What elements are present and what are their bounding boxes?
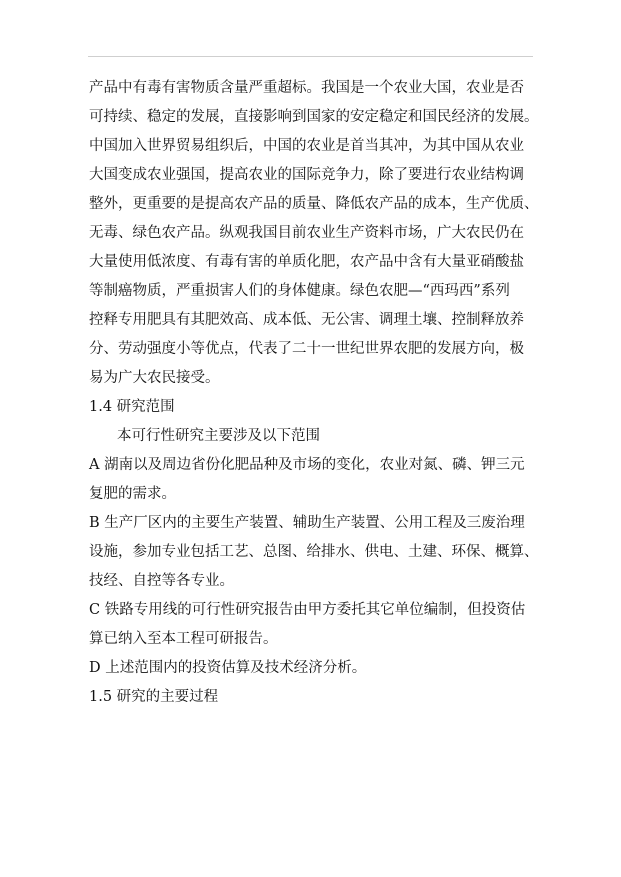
text-line: 产品中有毒有害物质含量严重超标。我国是一个农业大国，农业是否 xyxy=(89,80,524,96)
text-line: 整外，更重要的是提高农产品的质量、降低农产品的成本，生产优质、 xyxy=(89,196,539,212)
text-line: B 生产厂区内的主要生产装置、辅助生产装置、公用工程及三废治理 xyxy=(89,515,525,531)
text-line: 大国变成农业强国，提高农业的国际竞争力，除了要进行农业结构调 xyxy=(89,167,524,183)
scope-item-c xyxy=(89,596,539,654)
text-line: 无毒、绿色农产品。纵观我国目前农业生产资料市场，广大农民仍在 xyxy=(89,225,524,241)
text-line: 中国加入世界贸易组织后，中国的农业是首当其冲，为其中国从农业 xyxy=(89,138,524,154)
text-line: 算已纳入至本工程可研报告。 xyxy=(89,631,278,647)
scope-item-d: D 上述范围内的投资估算及技术经济分析。 xyxy=(89,660,367,676)
text-line: 易为广大农民接受。 xyxy=(89,370,220,386)
section-intro: 本可行性研究主要涉及以下范围 xyxy=(117,428,320,444)
text-line: 控释专用肥具有其肥效高、成本低、无公害、调理土壤、控制释放养 xyxy=(89,312,524,328)
text-line: 复肥的需求。 xyxy=(89,486,176,502)
text-line: 设施，参加专业包括工艺、总图、给排水、供电、土建、环保、概算、 xyxy=(89,544,539,560)
section-heading-1-5: 1.5 研究的主要过程 xyxy=(89,689,219,705)
section-heading-1-4: 1.4 研究范围 xyxy=(89,399,175,415)
text-line: A 湖南以及周边省份化肥品种及市场的变化，农业对氮、磷、钾三元 xyxy=(89,457,525,473)
text-line: 可持续、稳定的发展，直接影响到国家的安定稳定和国民经济的发展。 xyxy=(89,109,539,125)
document-body xyxy=(89,74,539,712)
text-line: 技经、自控等各专业。 xyxy=(89,573,234,589)
scope-item-b xyxy=(89,509,539,596)
text-line: 大量使用低浓度、有毒有害的单质化肥，农产品中含有大量亚硝酸盐 xyxy=(89,254,524,270)
scope-item-a xyxy=(89,451,539,509)
text-line: 等制癌物质，严重损害人们的身体健康。绿色农肥—“西玛西”系列 xyxy=(89,283,510,299)
paragraph-agriculture-context xyxy=(89,74,539,393)
header-rule xyxy=(88,56,533,57)
text-line: C 铁路专用线的可行性研究报告由甲方委托其它单位编制，但投资估 xyxy=(89,602,526,618)
text-line: 分、劳动强度小等优点，代表了二十一世纪世界农肥的发展方向，极 xyxy=(89,341,524,357)
